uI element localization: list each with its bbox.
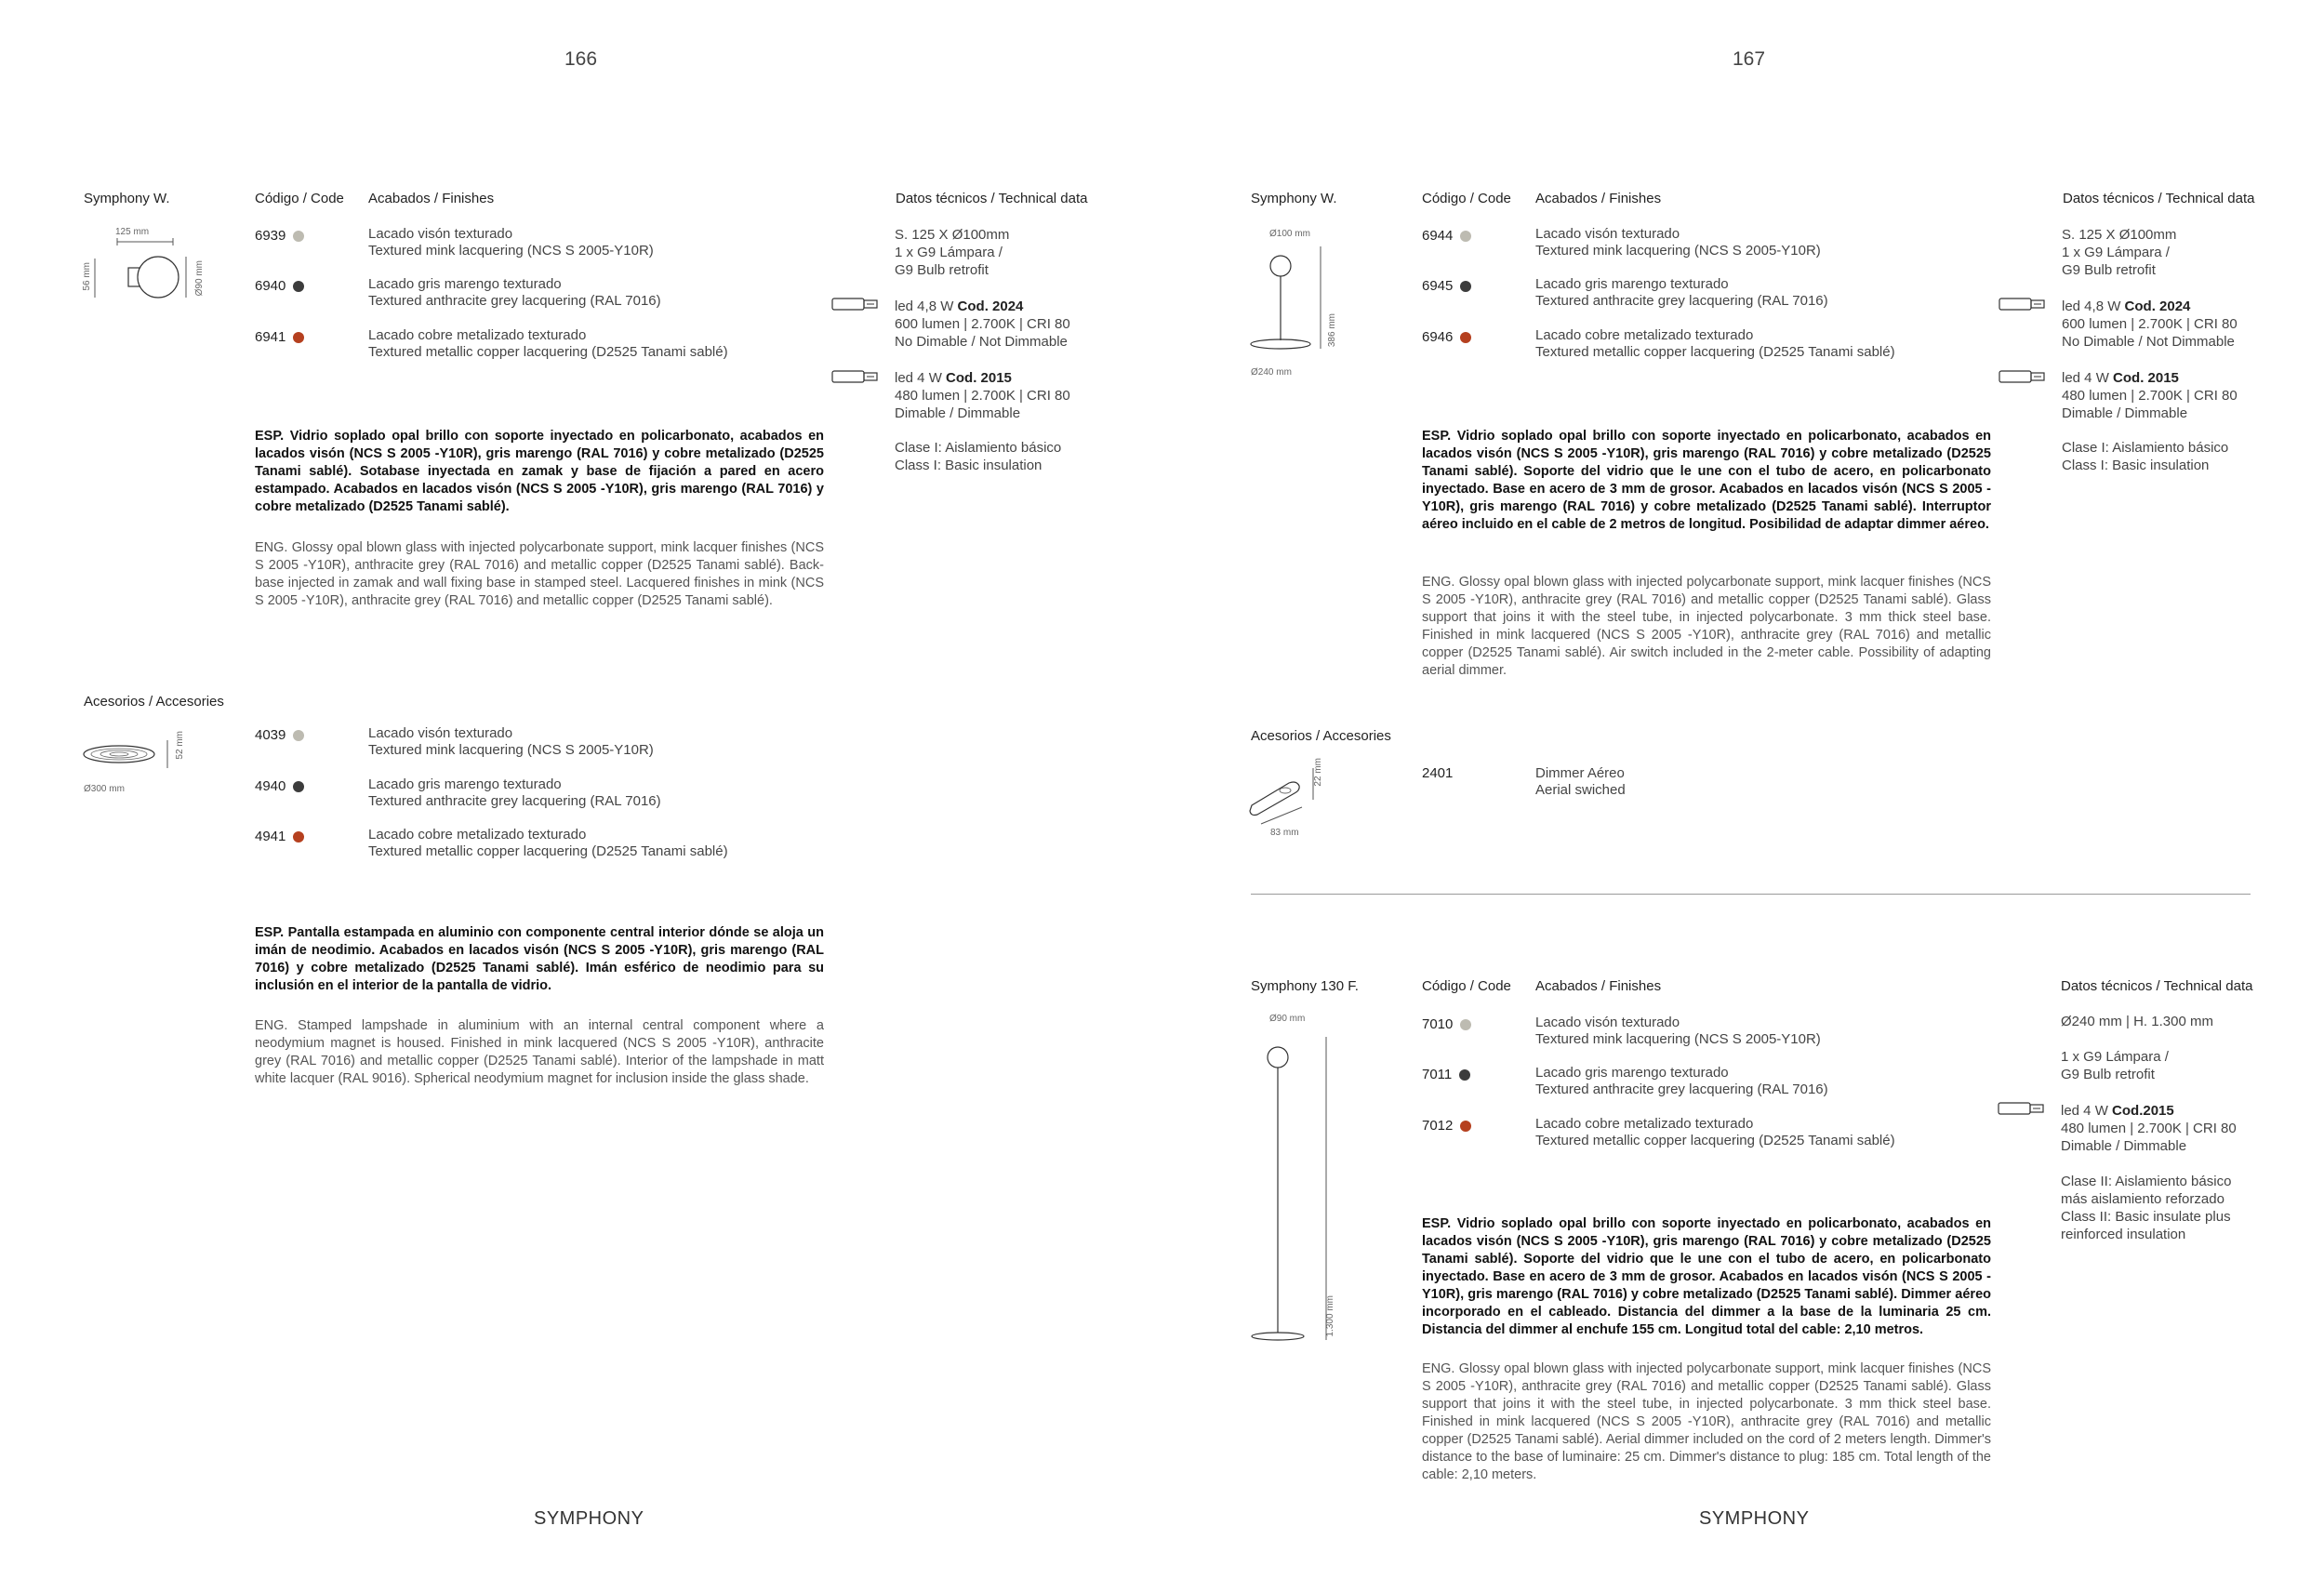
tech-data [895,226,1009,279]
code-row [255,228,304,244]
finish-item [368,327,728,361]
led-dimmable: No Dimable / Not Dimmable [895,334,1068,350]
tech-led1 [895,298,1070,351]
finish-item [368,276,661,310]
code-value: 6944 [1422,228,1454,244]
tech-lamp: 1 x G9 Lámpara / [2062,245,2170,260]
finish-en: Textured metallic copper lacquering (D2525 Tanami sablé) [368,344,728,360]
finish-en: Textured metallic copper lacquering (D2525 Tanami sablé) [1535,344,1895,360]
class-en: reinforced insulation [2061,1227,2186,1242]
table-lamp-diagram [1248,223,1350,372]
description-es: ESP. Vidrio soplado opal brillo con soporte inyectado en policarbonato, acabados en lacados visón (NCS S 2005 -Y10R), gris marengo (RAL 7016) y cobre metalizado (D2525 Tanami sablé). Soporte del vidrio que le une con el tubo de acero, en policarbonato inyectado. Base en acero de 3 mm de grosor. Acabados en lacados visón (NCS S 2005 -Y10R), gris marengo (RAL 7016) y cobre metalizado (D2525 Tanami sablé). Interruptor aéreo incluido en el cable de 2 metros de longitud. Posibilidad de adaptar dimmer aéreo. [1422,429,1991,532]
finish-en: Textured metallic copper lacquering (D2525 Tanami sablé) [1535,1133,1895,1148]
code-value: 6946 [1422,329,1454,345]
finishes-header: Acabados / Finishes [1535,191,1662,206]
finish-en: Textured mink lacquering (NCS S 2005-Y10R) [1535,1031,1821,1047]
finish-item [368,827,728,860]
finish-es: Dimmer Aéreo [1535,765,1625,781]
product-name: Symphony W. [84,191,170,206]
finishes-header: Acabados / Finishes [1535,978,1662,994]
tech-class [2062,439,2228,474]
finish-es: Lacado gris marengo texturado [1535,276,1729,292]
led-bulb-icon [831,296,880,312]
finish-es: Lacado visón texturado [368,226,513,242]
tech-data [2062,226,2176,279]
class-es: Clase II: Aislamiento básico [2061,1174,2232,1189]
code-value: 4940 [255,778,286,794]
finish-es: Lacado gris marengo texturado [1535,1065,1729,1081]
class-en: Class I: Basic insulation [895,458,1042,473]
tech-led2 [895,369,1070,422]
class-es: Clase I: Aislamiento básico [2062,440,2229,456]
code-row [1422,329,1471,345]
accessories-title: Acesorios / Accesories [1251,728,1391,744]
led-dimmable: Dimable / Dimmable [895,405,1021,421]
description-en: ENG. Glossy opal blown glass with injected polycarbonate support, mink lacquer finishes (NCS S 2005 -Y10R), anthracite grey (RAL 7016) and metallic copper (D2525 Tanami sablé). Glass support that joins it with the steel tube, in injected polycarbonate. 3 mm thick steel base. Finished in mink lacquered (NCS S 2005 -Y10R), anthracite grey (RAL 7016) and metallic copper (D2525 Tanami sablé). Aerial dimmer included on the cord of 2 meters length. Dimmer's distance to the base of luminaire: 25 cm. Dimmer's distance to plug: 185 cm. Total length of the cable: 2,10 meters. [1422,1361,1991,1482]
led-bulb-icon [1998,1100,2046,1117]
dim-width: 125 mm [115,227,150,237]
footer-left: SYMPHONY [534,1508,644,1529]
dim-diameter: Ø100 mm [1269,229,1310,239]
code-value: 6945 [1422,278,1454,294]
led-specs: 480 lumen | 2.700K | CRI 80 [2061,1121,2237,1136]
led-specs: 480 lumen | 2.700K | CRI 80 [2062,388,2238,404]
finish-es: Lacado cobre metalizado texturado [1535,1116,1754,1132]
product-name: Symphony W. [1251,191,1337,206]
code-value: 4941 [255,829,286,844]
code-value: 6940 [255,278,286,294]
copper-swatch [1460,1121,1471,1132]
code-row [1422,1118,1471,1134]
mink-swatch [1460,1019,1471,1030]
accessory-description-es: ESP. Pantalla estampada en aluminio con componente central interior dónde se aloja un imán de neodimio. Acabados en lacados visón (NCS S 2005 -Y10R), gris marengo (RAL 7016) y cobre metalizado (D2525 Tanami sablé). Imán esférico de neodimio para su inclusión en el interior de la pantalla de vidrio. [255,925,824,993]
tech-lamp-block [2061,1048,2169,1083]
tech-class [2061,1173,2231,1243]
code-row [255,278,304,294]
accessories-title: Acesorios / Accesories [84,694,224,710]
code-row [255,778,304,794]
class-es: Clase I: Aislamiento básico [895,440,1062,456]
led-power: led 4 W [2061,1103,2113,1119]
dim-diameter: Ø300 mm [84,784,125,794]
led-bulb-icon [831,368,880,385]
led-code: Cod.2015 [2112,1103,2174,1119]
led-code: Cod. 2015 [2113,370,2179,386]
copper-swatch [1460,332,1471,343]
code-value: 6939 [255,228,286,244]
description-es: ESP. Vidrio soplado opal brillo con soporte inyectado en policarbonato, acabados en lacados visón (NCS S 2005 -Y10R), gris marengo (RAL 7016) y cobre metalizado (D2525 Tanami sablé). Soporte del vidrio que le une con el tubo de acero, en policarbonato inyectado. Base en acero de 3 mm de grosor. Acabados en lacados visón (NCS S 2005 -Y10R), gris marengo (RAL 7016) y cobre metalizado (D2525 Tanami sablé). Dimmer aéreo incorporado en el cableado. Distancia del dimmer a la base de la luminaria 25 cm. Distancia del dimmer al enchufe 155 cm. Longitud total del cable: 2,10 metros. [1422,1216,1991,1337]
tech-led1 [2062,298,2238,351]
code-header: Código / Code [255,191,344,206]
dim-base: Ø240 mm [1251,367,1292,378]
code-value: 7012 [1422,1118,1454,1134]
finish-item [368,776,661,810]
led-specs: 600 lumen | 2.700K | CRI 80 [895,316,1070,332]
code-row [1422,765,1453,781]
led-dimmable: Dimable / Dimmable [2062,405,2188,421]
tech-data [2061,1013,2213,1030]
led-code: Cod. 2015 [946,370,1012,386]
grey-swatch [1459,1069,1470,1081]
description-es: ESP. Vidrio soplado opal brillo con soporte inyectado en policarbonato, acabados en lacados visón (NCS S 2005 -Y10R), gris marengo (RAL 7016) y cobre metalizado (D2525 Tanami sablé). Sotabase inyectada en zamak y base de fijación a pared en acero estampado. Acabados en lacados visón (NCS S 2005 -Y10R), gris marengo (RAL 7016) y cobre metalizado (D2525 Tanami sablé). [255,429,824,514]
finish-es: Lacado gris marengo texturado [368,276,562,292]
finish-item [1535,1015,1821,1048]
tech-lamp: 1 x G9 Lámpara / [2061,1049,2169,1065]
finish-es: Lacado cobre metalizado texturado [1535,327,1754,343]
dim-height: 56 mm [82,262,92,291]
finish-en: Aerial swiched [1535,782,1626,798]
dim-height: 22 mm [1313,758,1323,787]
code-value: 7011 [1422,1067,1453,1082]
led-specs: 480 lumen | 2.700K | CRI 80 [895,388,1070,404]
finish-item [368,226,654,259]
mink-swatch [1460,231,1471,242]
code-row [255,329,304,345]
led-power: led 4,8 W [895,299,958,314]
finish-item [1535,1116,1895,1149]
footer-right: SYMPHONY [1699,1508,1810,1529]
code-value: 7010 [1422,1016,1454,1032]
tech-header: Datos técnicos / Technical data [2061,978,2253,994]
finish-item [1535,327,1895,361]
tech-led2 [2062,369,2238,422]
code-row [1422,1067,1470,1082]
finish-en: Textured mink lacquering (NCS S 2005-Y10R) [368,742,654,758]
description-en: ENG. Glossy opal blown glass with injected polycarbonate support, mink lacquer finishes (NCS S 2005 -Y10R), anthracite grey (RAL 7016) and metallic copper (D2525 Tanami sablé). Glass support that joins it with the steel tube, in injected polycarbonate. 3 mm thick steel base. Finished in mink lacquered (NCS S 2005 -Y10R), anthracite grey (RAL 7016) and metallic copper (D2525 Tanami sablé). Air switch included in the 2-meter cable. Possibility of adapting aerial dimmer. [1422,575,1991,678]
class-es: más aislamiento reforzado [2061,1191,2224,1207]
finish-item [368,725,654,759]
page-number-right: 167 [1733,48,1766,70]
tech-led [2061,1102,2237,1155]
code-row [1422,278,1471,294]
led-bulb-icon [1999,368,2047,385]
tech-size: S. 125 X Ø100mm [2062,227,2177,243]
dim-height: 1.300 mm [1325,1295,1335,1337]
led-power: led 4 W [2062,370,2114,386]
finish-en: Textured metallic copper lacquering (D2525 Tanami sablé) [368,843,728,859]
tech-lamp: 1 x G9 Lámpara / [895,245,1003,260]
grey-swatch [1460,281,1471,292]
description-en: ENG. Glossy opal blown glass with injected polycarbonate support, mink lacquer finishes (NCS S 2005 -Y10R), anthracite grey (RAL 7016) and metallic copper (D2525 Tanami sablé). Back-base injected in zamak and wall fixing base in stamped steel. Lacquered finishes in mink (NCS S 2005 -Y10R), anthracite grey (RAL 7016) and metallic copper (D2525 Tanami sablé). [255,540,824,608]
grey-swatch [293,781,304,792]
finish-en: Textured anthracite grey lacquering (RAL 7016) [1535,293,1828,309]
finish-es: Lacado cobre metalizado texturado [368,827,587,843]
dim-diameter: Ø90 mm [1269,1014,1306,1024]
led-bulb-icon [1999,296,2047,312]
code-value: 4039 [255,727,286,743]
product-name: Symphony 130 F. [1251,978,1359,994]
tech-size: S. 125 X Ø100mm [895,227,1010,243]
finish-es: Lacado gris marengo texturado [368,776,562,792]
finishes-header: Acabados / Finishes [368,191,495,206]
led-power: led 4 W [895,370,947,386]
finish-es: Lacado visón texturado [1535,1015,1680,1030]
accessory-description-en: ENG. Stamped lampshade in aluminium with an internal central component where a neodymium magnet is housed. Finished in mink lacquered (NCS S 2005 -Y10R), anthracite grey (RAL 7016) and metallic copper (D2525 Tanami sablé). Interior of the lampshade in matt white lacquer (RAL 9016). Spherical neodymium magnet for inclusion inside the glass shade. [255,1018,824,1086]
finish-es: Lacado cobre metalizado texturado [368,327,587,343]
code-value: 2401 [1422,765,1454,781]
floor-lamp-diagram [1246,1009,1358,1353]
finish-en: Textured mink lacquering (NCS S 2005-Y10R) [368,243,654,259]
code-header: Código / Code [1422,191,1511,206]
finish-en: Textured anthracite grey lacquering (RAL 7016) [368,793,661,809]
tech-lamp: G9 Bulb retrofit [895,262,989,278]
code-row [1422,1016,1471,1032]
tech-class [895,439,1061,474]
class-en: Class II: Basic insulate plus [2061,1209,2231,1225]
led-code: Cod. 2024 [2124,299,2191,314]
finish-item [1535,276,1828,310]
code-header: Código / Code [1422,978,1511,994]
tech-header: Datos técnicos / Technical data [2063,191,2255,206]
dim-height: 386 mm [1327,313,1337,348]
led-dimmable: No Dimable / Not Dimmable [2062,334,2235,350]
led-dimmable: Dimable / Dimmable [2061,1138,2187,1154]
tech-size: Ø240 mm | H. 1.300 mm [2061,1014,2213,1029]
grey-swatch [293,281,304,292]
tech-lamp: G9 Bulb retrofit [2062,262,2156,278]
dim-length: 83 mm [1270,828,1299,838]
code-value: 6941 [255,329,286,345]
finish-en: Textured anthracite grey lacquering (RAL 7016) [1535,1081,1828,1097]
divider [1251,894,2251,895]
led-specs: 600 lumen | 2.700K | CRI 80 [2062,316,2238,332]
tech-lamp: G9 Bulb retrofit [2061,1067,2155,1082]
mink-swatch [293,730,304,741]
page-number-left: 166 [564,48,598,70]
finish-es: Lacado visón texturado [1535,226,1680,242]
class-en: Class I: Basic insulation [2062,458,2210,473]
finish-es: Lacado visón texturado [368,725,513,741]
copper-swatch [293,831,304,843]
finish-en: Textured anthracite grey lacquering (RAL 7016) [368,293,661,309]
code-row [255,727,304,743]
finish-item [1535,226,1821,259]
mink-swatch [293,231,304,242]
code-row [255,829,304,844]
dim-diameter: Ø90 mm [194,260,205,297]
dim-height: 52 mm [175,731,185,760]
finish-en: Textured mink lacquering (NCS S 2005-Y10R) [1535,243,1821,259]
code-row [1422,228,1471,244]
finish-item [1535,765,1626,799]
copper-swatch [293,332,304,343]
led-power: led 4,8 W [2062,299,2125,314]
led-code: Cod. 2024 [957,299,1024,314]
finish-item [1535,1065,1828,1098]
tech-header: Datos técnicos / Technical data [896,191,1088,206]
